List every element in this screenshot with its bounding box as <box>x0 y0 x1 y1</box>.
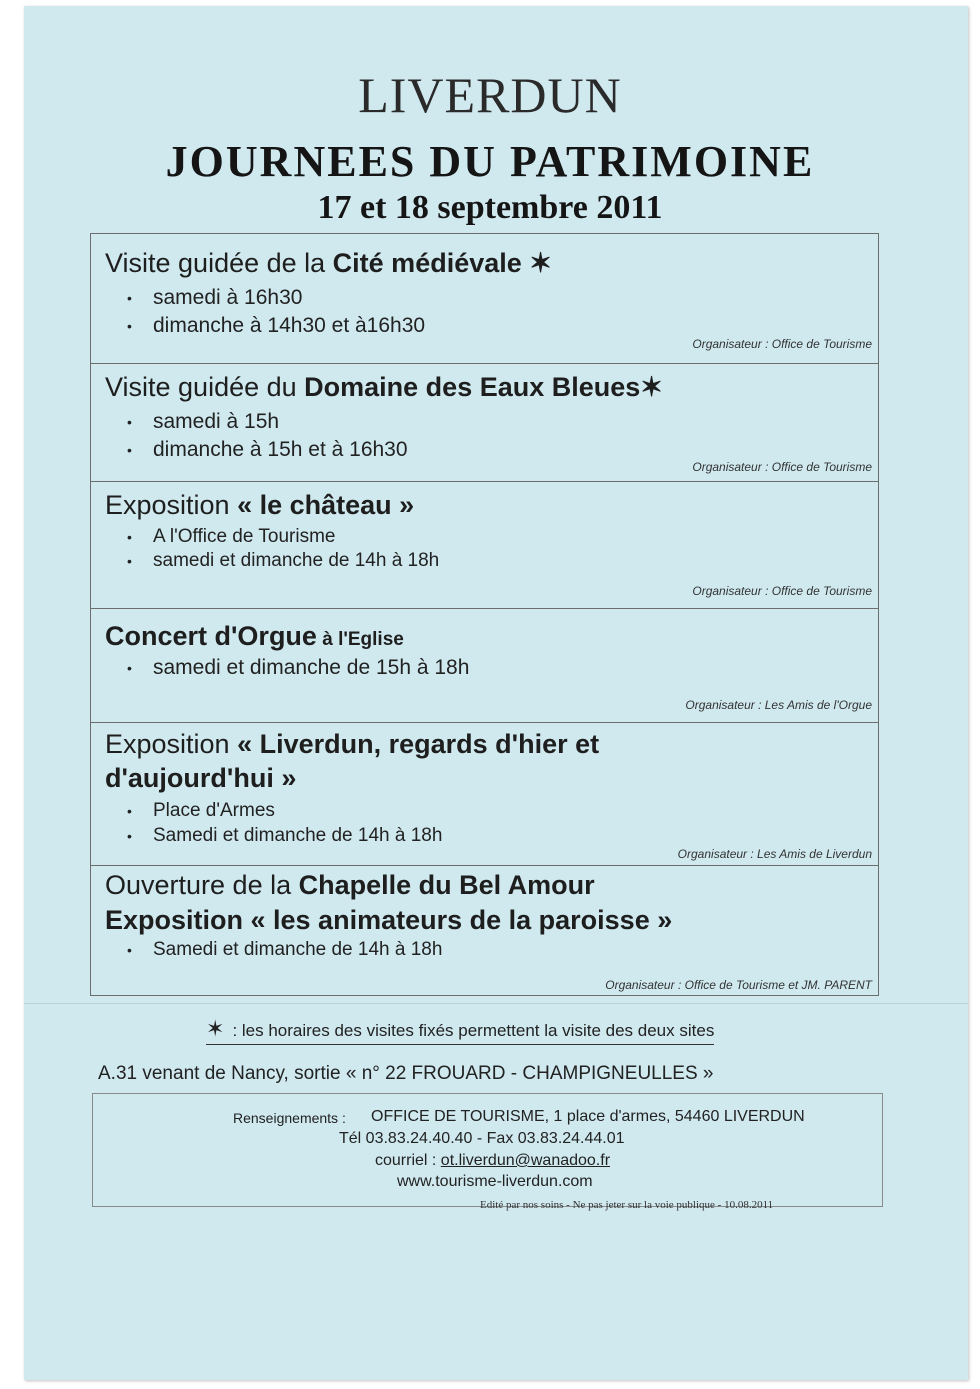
email-link[interactable]: ot.liverdun@wanadoo.fr <box>440 1152 611 1169</box>
event-organizer: Organisateur : Les Amis de l'Orgue <box>685 698 872 712</box>
event-item: • samedi à 16h30 <box>127 286 303 309</box>
email-line: courriel : ot.liverdun@wanadoo.fr <box>375 1152 611 1169</box>
event-item: • dimanche à 14h30 et à16h30 <box>127 314 426 337</box>
event-title: JOURNEES DU PATRIMOINE <box>165 137 815 186</box>
asterisk-icon: ✶ <box>206 1016 225 1041</box>
phone-fax: Tél 03.83.24.40.40 - Fax 03.83.24.44.01 <box>339 1130 625 1147</box>
event-row <box>91 723 878 866</box>
event-dates: 17 et 18 septembre 2011 <box>317 189 663 226</box>
event-title: Exposition « Liverdun, regards d'hier et <box>105 729 600 759</box>
event-item: • Samedi et dimanche de 14h à 18h <box>127 939 443 961</box>
event-title: Ouverture de la Chapelle du Bel Amour <box>105 870 595 900</box>
event-row <box>91 234 878 364</box>
event-item: • samedi et dimanche de 14h à 18h <box>127 550 440 572</box>
events-table <box>90 233 879 996</box>
event-organizer: Organisateur : Office de Tourisme <box>692 337 872 351</box>
event-title-line2: d'aujourd'hui » <box>105 763 297 793</box>
event-item: • samedi et dimanche de 15h à 18h <box>127 656 470 679</box>
event-organizer: Organisateur : Office de Tourisme <box>692 460 872 474</box>
route-directions: A.31 venant de Nancy, sortie « n° 22 FROUARD - CHAMPIGNEULLES » <box>98 1063 714 1084</box>
town-title: LIVERDUN <box>358 67 622 123</box>
star-footnote: ✶ : les horaires des visites fixés permettent la visite des deux sites <box>206 1016 714 1045</box>
event-title: Visite guidée de la Cité médiévale ✶ <box>105 248 552 278</box>
office-address: OFFICE DE TOURISME, 1 place d'armes, 54460 LIVERDUN <box>371 1108 805 1125</box>
event-title-line2: Exposition « les animateurs de la paroisse » <box>105 905 673 935</box>
event-title: Concert d'Orgue à l'Eglise <box>105 621 404 651</box>
event-item: • dimanche à 15h et à 16h30 <box>127 438 408 461</box>
event-item: • Place d'Armes <box>127 800 275 822</box>
event-row <box>91 482 878 609</box>
event-item: • Samedi et dimanche de 14h à 18h <box>127 825 443 847</box>
event-row <box>91 609 878 723</box>
event-organizer: Organisateur : Les Amis de Liverdun <box>677 847 872 861</box>
event-item: • samedi à 15h <box>127 410 280 433</box>
event-organizer: Organisateur : Office de Tourisme et JM. PARENT <box>605 978 872 992</box>
fold-line <box>24 1003 968 1004</box>
event-row <box>91 866 878 996</box>
contact-box <box>92 1093 883 1207</box>
event-row <box>91 364 878 482</box>
print-footer: Edité par nos soins - Ne pas jeter sur la voie publique - 10.08.2011 <box>480 1199 774 1211</box>
event-item: • A l'Office de Tourisme <box>127 526 336 548</box>
event-organizer: Organisateur : Office de Tourisme <box>692 584 872 598</box>
website-link[interactable]: www.tourisme-liverdun.com <box>397 1173 593 1190</box>
event-title: Visite guidée du Domaine des Eaux Bleues✶ <box>105 372 663 402</box>
info-label: Renseignements : <box>233 1110 346 1126</box>
event-title: Exposition « le château » <box>105 490 415 520</box>
